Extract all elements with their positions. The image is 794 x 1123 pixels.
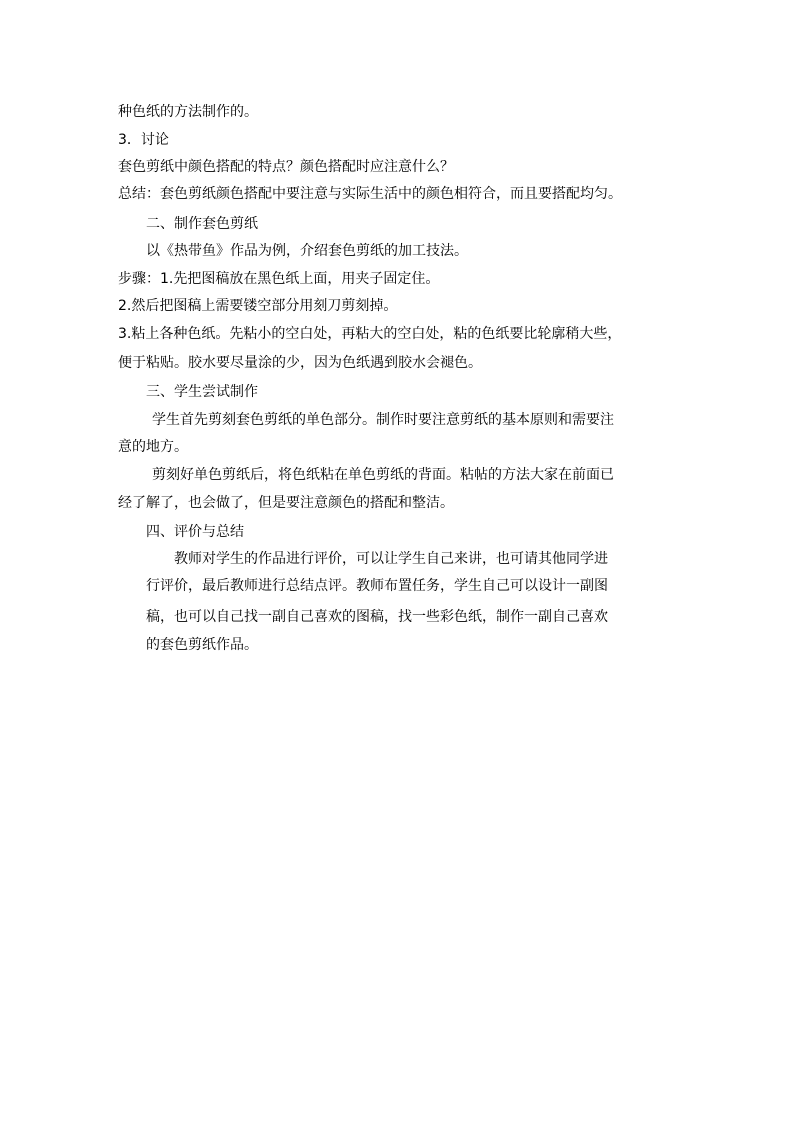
section-heading-discussion: 3．讨论	[118, 132, 169, 148]
try-paragraph-2-line-2: 经了解了，也会做了，但是要注意颜色的搭配和整洁。	[118, 495, 454, 511]
evaluate-line-4: 的套色剪纸作品。	[146, 637, 258, 653]
step-3-line-2: 便于粘贴。胶水要尽量涂的少，因为色纸遇到胶水会褪色。	[118, 355, 482, 371]
make-intro: 以《热带鱼》作品为例，介绍套色剪纸的加工技法。	[146, 243, 468, 259]
try-paragraph-2-line-1: 剪刻好单色剪纸后，将色纸粘在单色剪纸的背面。粘帖的方法大家在前面已	[152, 467, 614, 483]
evaluate-line-2: 行评价，最后教师进行总结点评。教师布置任务，学生自己可以设计一副图	[146, 578, 608, 594]
paragraph-line-continuation: 种色纸的方法制作的。	[118, 104, 258, 120]
discussion-summary: 总结：套色剪纸颜色搭配中要注意与实际生活中的颜色相符合，而且要搭配均匀。	[118, 186, 622, 202]
try-paragraph-1-line-2: 意的地方。	[118, 439, 188, 455]
section-heading-try: 三、学生尝试制作	[146, 384, 258, 400]
try-paragraph-1-line-1: 学生首先剪刻套色剪纸的单色部分。制作时要注意剪纸的基本原则和需要注	[152, 412, 614, 428]
discussion-question: 套色剪纸中颜色搭配的特点？颜色搭配时应注意什么？	[118, 159, 454, 175]
step-1: 步骤：1.先把图稿放在黑色纸上面，用夹子固定住。	[118, 271, 440, 287]
evaluate-line-3: 稿，也可以自己找一副自己喜欢的图稿，找一些彩色纸，制作一副自己喜欢	[146, 609, 608, 625]
evaluate-line-1: 教师对学生的作品进行评价，可以让学生自己来讲，也可请其他同学进	[174, 551, 608, 567]
step-3-line-1: 3.粘上各种色纸。先粘小的空白处，再粘大的空白处，粘的色纸要比轮廓稍大些，	[118, 326, 622, 342]
section-heading-make: 二、制作套色剪纸	[146, 216, 258, 232]
step-2: 2.然后把图稿上需要镂空部分用刻刀剪刻掉。	[118, 298, 398, 314]
section-heading-evaluate: 四、评价与总结	[146, 524, 244, 540]
